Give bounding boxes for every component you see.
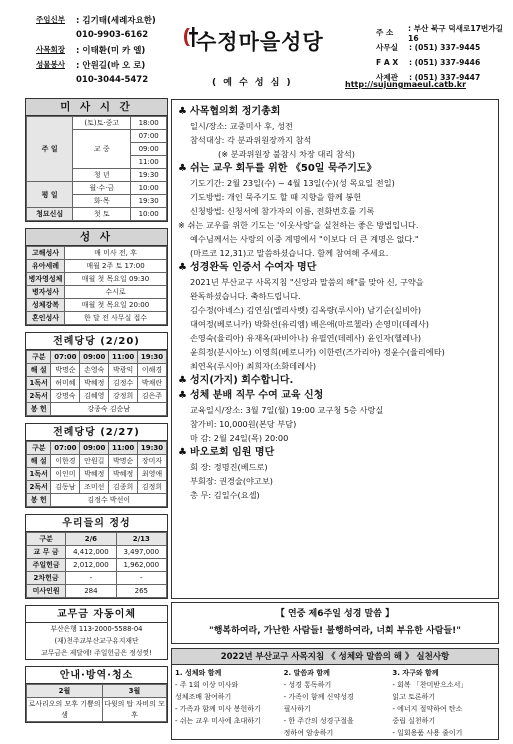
notice-line: 부회장: 권경술(야고보) <box>190 476 273 486</box>
bulletin-header <box>0 0 513 92</box>
club-bullet-icon: ♣ <box>178 447 187 458</box>
notice-line: 교육일시/장소: 3월 7일(월) 19:00 교구청 5층 사랑실 <box>190 405 384 415</box>
notice-line: 최연옥(루시아) 최희자(소화데레사) <box>190 361 317 371</box>
notice-line: 참가비: 10,000원(본당 부담) <box>190 419 297 429</box>
table-row: 성체강복 매월 첫 목요일 20:00 <box>27 299 167 312</box>
cleaning-box <box>25 666 168 723</box>
notice-line: 윤희정(분시아노) 이영희(베로니카) 이한련(즈가리아) 정윤수(율리에타) <box>190 347 445 357</box>
notice-item <box>178 373 492 388</box>
mass-times-table <box>26 116 167 221</box>
notice-line: 참석대상: 각 분과위원장까지 참석 <box>190 135 312 145</box>
notice-line: 신청방법: 신청서에 참가자의 이름, 전화번호를 기록 <box>190 206 375 216</box>
rectory-row: 사제관 : (051) 337-9447 <box>376 73 481 82</box>
table-row: 주일헌금 2,012,000 1,962,000 <box>27 559 167 572</box>
notice-title: ♣ 바오로회 임원 명단 <box>178 447 275 458</box>
table-row: 병자성사 수시로 <box>27 286 167 299</box>
notice-line: 기도방법: 개인 묵주기도 할 때 지향을 함께 봉헌 <box>190 192 362 202</box>
table-row: 병자영성체 매월 첫 목요일 09:30 <box>27 273 167 286</box>
offering-box <box>25 514 168 599</box>
table-row: 2독서 김동남 조미선 김종희 김정희 <box>27 481 167 494</box>
gospel-verse-box <box>171 602 499 644</box>
table-row: 로사리오의 모후 기쁨의 샘 다윗의 탑 자비의 모후 <box>27 698 167 722</box>
table-row: 교 중 07:00 <box>27 130 167 143</box>
notice-line: 일시/장소: 교중미사 후, 성전 <box>190 121 293 131</box>
goods-row: 성물봉사 : 안원길(바 오 로) <box>36 60 146 71</box>
notice-line: ※ 쉬는 교우를 위한 기도는 '이웃사랑'을 실천하는 좋은 방법입니다. <box>178 220 419 230</box>
notice-line: 2021년 부산교구 사목지침 "신앙과 말씀의 해"를 맞아 신, 구약을 <box>190 277 424 287</box>
pastoral-plan-title: 2022년 부산교구 사목지침 《 성체와 말씀의 해 》 실천사항 <box>172 649 498 665</box>
club-bullet-icon: ♣ <box>178 262 187 273</box>
goods-phone-row: 010-3044-5472 <box>76 74 149 85</box>
table-row: 청 년 19:30 <box>27 169 167 182</box>
offering-table <box>26 532 167 598</box>
liturgy-duty-title-2: 전례당당 (2/27) <box>26 424 167 441</box>
liturgy-duty-table-2 <box>26 441 167 507</box>
auto-transfer-box <box>25 605 168 660</box>
offering-title: 우리들의 정성 <box>26 515 167 532</box>
fax-row: F A X : (051) 337-9446 <box>376 58 481 67</box>
table-row: 청묘신심 첫 토 10:00 <box>27 208 167 221</box>
verse-text: "행복하여라, 가난한 사람들! 불행하여라, 너희 부유한 사람들!" <box>209 626 461 636</box>
notice-list <box>178 104 492 502</box>
liturgy-duty-box-1 <box>25 332 168 417</box>
mass-times-box <box>25 98 168 222</box>
left-column <box>25 98 168 723</box>
club-bullet-icon: ♣ <box>178 163 187 174</box>
table-row: 1독서 허미혜 박혜정 김정수 박채란 <box>27 377 167 390</box>
notice-line: 총 무: 김일수(요셉) <box>190 490 260 500</box>
account-holder: (재)천주교부산교구유지재단 <box>54 637 139 645</box>
notice-line: 예수님께서는 사랑의 이중 계명에서 "이보다 더 큰 계명은 없다." <box>190 234 419 244</box>
cleaning-table <box>26 684 167 722</box>
notice-item <box>178 161 492 260</box>
notice-line: (※ 분과위원장 불참시 차장 대리 참석) <box>218 149 355 159</box>
notice-title: ♣ 성경완독 인증서 수여자 명단 <box>178 262 317 273</box>
table-row: 해 설 이한경 안원길 박명순 장미자 <box>27 455 167 468</box>
table-row: 2차헌금 - - <box>27 572 167 585</box>
table-row: 해 설 박명순 손영숙 박광익 이해경 <box>27 364 167 377</box>
notice-line: 대여정(베로니카) 박화선(유리엠) 배은애(마르첼라) 손영미(데레사) <box>190 319 429 329</box>
table-header-row: 구분 07:00 09:00 11:00 19:30 <box>27 351 167 364</box>
notice-item <box>178 260 492 373</box>
liturgy-duty-box-2 <box>25 423 168 508</box>
table-row: 2독서 강명숙 김혜영 강정희 김은주 <box>27 390 167 403</box>
notice-item <box>178 445 492 502</box>
notice-title: ♣ 성체 분배 직무 수여 교육 신청 <box>178 390 324 401</box>
plan-column-eucharist: 1. 성체와 함께 - 주 1회 이상 미사와 성체조배 참여하기 - 가족과 함께 미사 봉헌하기 - 쉬는 교우 미사에 초대하기 <box>175 669 261 725</box>
notice-title: ♣ 성지(가지) 회수합니다. <box>178 375 294 386</box>
notice-line: 완독하셨습니다. 축하드립니다. <box>190 291 301 301</box>
clergy-info <box>36 12 156 87</box>
sacrament-table <box>26 246 167 325</box>
verse-title: 【 연중 제6주일 성경 말씀 】 <box>275 609 395 619</box>
notice-line: (마르코 12,31)고 말씀하셨습니다. 함께 참여해 주세요. <box>190 248 389 258</box>
notice-title: ♣ 쉬는 교우 회두를 위한 《50일 묵주기도》 <box>178 163 377 174</box>
plan-column-earth: 3. 자구와 함께 - 회복 「찬미받으소서」 읽고 토론하기 - 에너지 절약하여 탄소 중립 실천하기 - 일회용품 사용 줄이기 <box>392 669 468 737</box>
liturgy-duty-title-1: 전례당당 (2/20) <box>26 333 167 350</box>
table-header-row: 구분 2/6 2/13 <box>27 533 167 546</box>
notice-line: 마 감: 2월 24일(목) 20:00 <box>190 433 289 443</box>
bank-account: 부산은행 113-2000-5588-04 <box>50 625 143 633</box>
club-bullet-icon: ♣ <box>178 106 187 117</box>
liturgy-duty-table-1 <box>26 350 167 416</box>
address-row: 주 소 : 부산 북구 덕새로17번가길 16 <box>376 23 503 43</box>
table-header-row: 2월 3월 <box>27 685 167 698</box>
offering-reminder: 교무금은 제달에! 주일헌금은 정성껏! <box>41 649 152 657</box>
notice-item <box>178 388 492 445</box>
club-bullet-icon: ♣ <box>178 390 187 401</box>
parish-subtitle: ( 예 수 성 심 ) <box>212 78 293 88</box>
notice-line: 손영숙(율리아) 유재옥(파비아나) 유필연(데레사) 윤인자(헬레나) <box>190 333 422 343</box>
table-row: 11:00 <box>27 156 167 169</box>
table-row: 1독서 이인미 박혜정 박혜정 최영애 <box>27 468 167 481</box>
table-row: 고해성사 매 미사 전, 후 <box>27 247 167 260</box>
table-row: 봉 헌 강종숙 김순남 <box>27 403 167 416</box>
pastor-row: 주임신부 : 김기태(세례자요한) <box>36 15 156 26</box>
notices-panel <box>171 99 499 599</box>
notice-line: 회 장: 정명진(베드로) <box>190 462 268 472</box>
table-row: 교 무 금 4,412,000 3,497,000 <box>27 546 167 559</box>
table-row: 평 일 월·수·금 10:00 <box>27 182 167 195</box>
notice-title: ♣ 사목협의회 정기총회 <box>178 106 281 117</box>
notice-item <box>178 104 492 161</box>
council-head-row: 사목회장 : 이태환(미 카 엘) <box>36 45 146 56</box>
table-row: 혼인성사 한 달 전 사무실 접수 <box>27 312 167 325</box>
table-row: 유아세례 매월 2주 토 17:00 <box>27 260 167 273</box>
cleaning-title: 안내·방역·청소 <box>26 667 167 684</box>
office-row: 사무실 : (051) 337-9445 <box>376 43 481 52</box>
notice-line: 기도기간: 2월 23일(수) ~ 4월 13일(수)(성 목요일 전일) <box>190 178 395 188</box>
contact-info <box>376 25 513 85</box>
sacrament-title: 성 사 <box>26 229 167 246</box>
mass-times-title: 미 사 시 간 <box>26 99 167 116</box>
pastoral-plan-box <box>171 648 499 740</box>
parish-title: 수정마을성당 <box>196 30 324 54</box>
sacrament-box <box>25 228 168 326</box>
website-link[interactable]: http://sujungmaeul.catb.kr <box>345 80 467 89</box>
club-bullet-icon: ♣ <box>178 375 187 386</box>
plan-column-word: 2. 말씀과 함께 - 성경 통독하기 - 가족이 함께 신약성경 필사하기 - 한 주간의 성경구절을 정하여 암송하기 <box>283 669 354 737</box>
table-row: 화·목 19:30 <box>27 195 167 208</box>
table-row: 봉 헌 김정수 박선이 <box>27 494 167 507</box>
table-header-row: 구분 07:00 09:00 11:00 19:30 <box>27 442 167 455</box>
table-row: 미사인원 284 265 <box>27 585 167 598</box>
pastoral-plan-columns <box>172 665 498 741</box>
table-row: 주 일 (토)토·중고 18:00 <box>27 117 167 130</box>
table-row: 09:00 <box>27 143 167 156</box>
notice-line: 김수정(아녜스) 김연심(엘리사벳) 김옥량(루시아) 남기순(실비아) <box>190 305 422 315</box>
auto-transfer-title: 교무금 자동이체 <box>26 606 167 623</box>
pastor-phone-row: 010-9903-6162 <box>76 29 149 40</box>
